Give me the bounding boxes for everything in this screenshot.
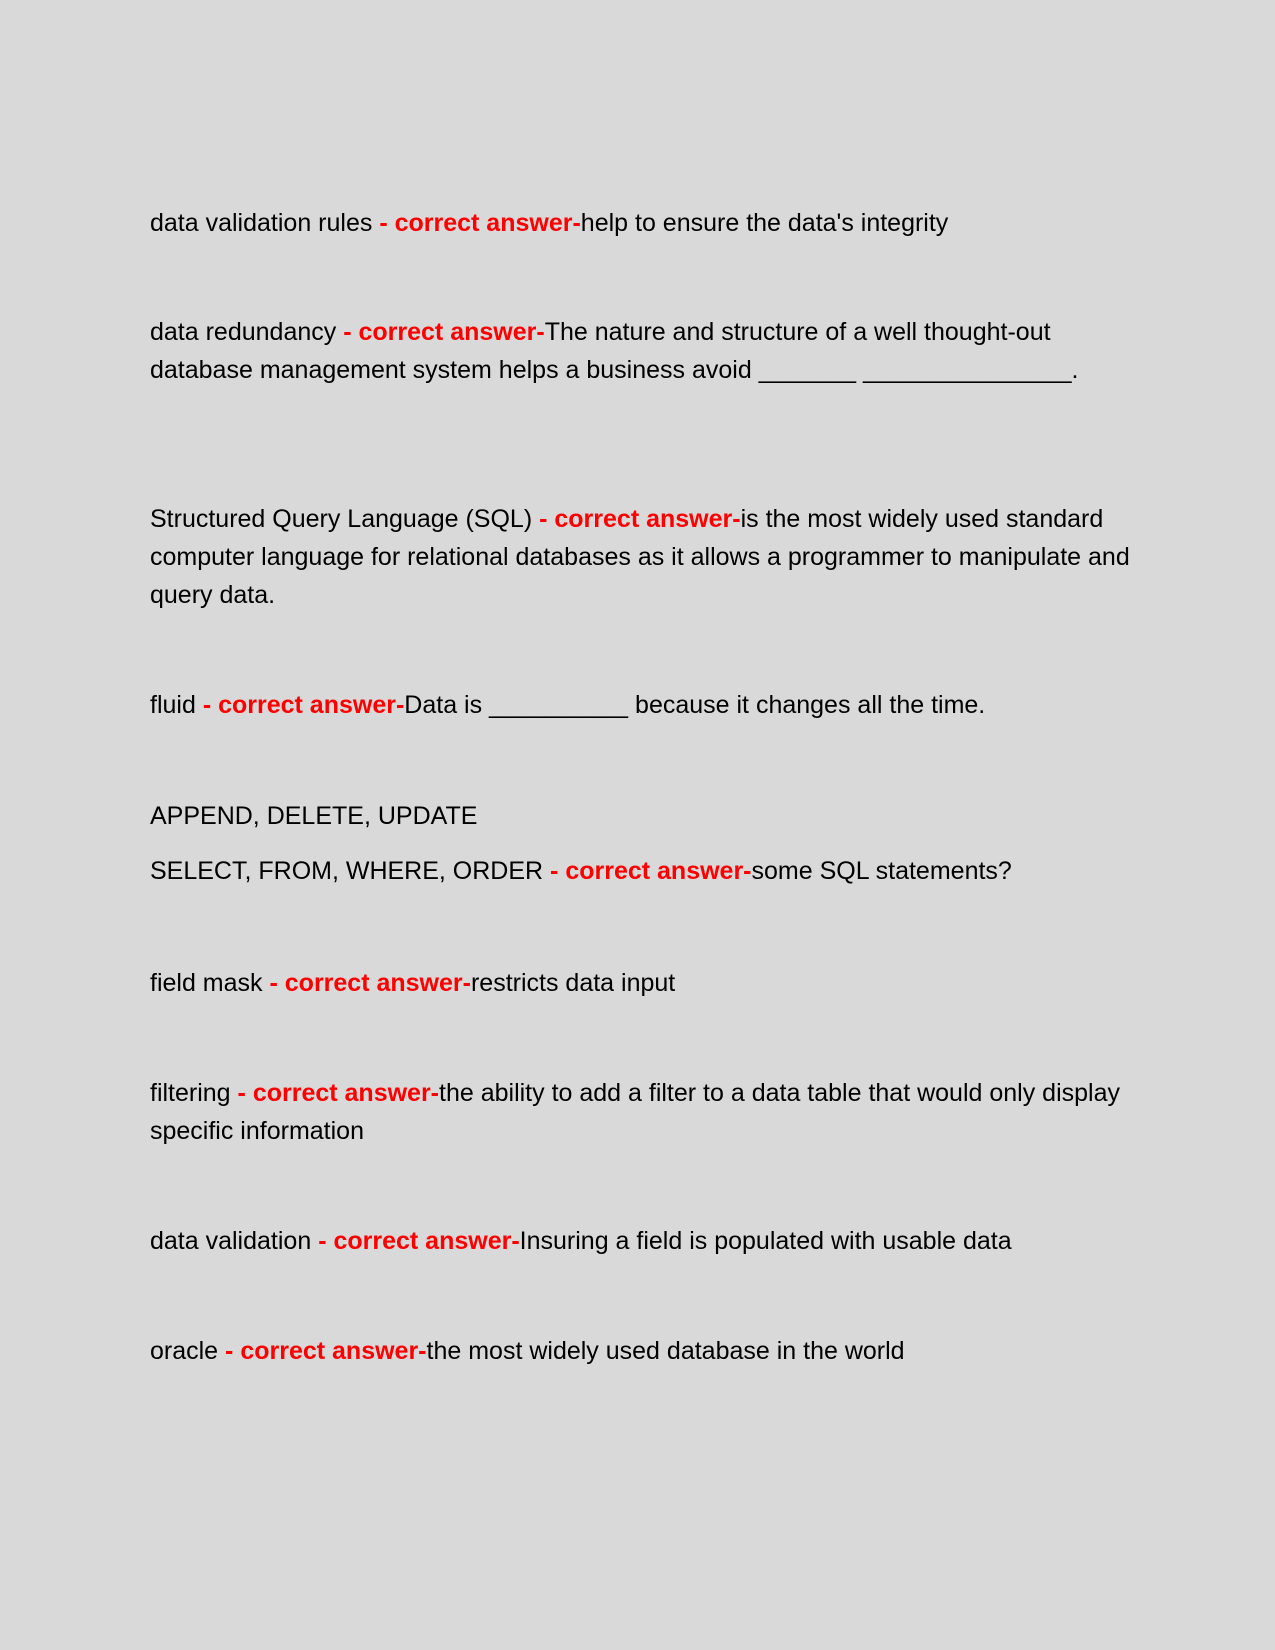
entry-definition: some SQL statements?	[751, 857, 1012, 885]
qa-entry	[150, 1222, 1140, 1260]
qa-entry	[150, 964, 1140, 1002]
correct-answer-separator: - correct answer-	[269, 969, 471, 997]
entry-term: SELECT, FROM, WHERE, ORDER	[150, 857, 544, 885]
qa-entry	[150, 204, 1140, 242]
correct-answer-separator: - correct answer-	[225, 1337, 427, 1365]
entry-definition: is the most widely used standard computer language for relational databases as it allows a programmer to manipulate and query data.	[150, 505, 1130, 609]
entry-definition: Data is __________ because it changes all the time.	[404, 691, 986, 719]
entry-definition: the ability to add a filter to a data table that would only display specific information	[150, 1079, 1120, 1145]
correct-answer-separator: - correct answer-	[237, 1079, 440, 1107]
correct-answer-separator: - correct answer-	[343, 318, 545, 346]
entry-term-first-line: APPEND, DELETE, UPDATE	[150, 802, 478, 830]
entry-term: fluid	[150, 691, 196, 719]
correct-answer-separator: - correct answer-	[318, 1227, 520, 1255]
qa-entry	[150, 1332, 1140, 1370]
correct-answer-separator: - correct answer-	[202, 691, 405, 719]
entry-term: filtering	[150, 1079, 231, 1107]
qa-entry	[150, 1074, 1140, 1150]
qa-entry	[150, 797, 1140, 890]
entry-definition: Insuring a field is populated with usable data	[519, 1227, 1012, 1255]
entry-term: data validation rules	[150, 209, 373, 237]
document-page	[150, 0, 1140, 1650]
entry-definition: the most widely used database in the world	[426, 1337, 905, 1365]
qa-entry	[150, 313, 1140, 389]
entry-term: field mask	[150, 969, 263, 997]
entry-term: oracle	[150, 1337, 219, 1365]
qa-entry	[150, 500, 1140, 614]
correct-answer-separator: - correct answer-	[379, 209, 581, 237]
entry-definition: restricts data input	[470, 969, 676, 997]
correct-answer-separator: - correct answer-	[550, 857, 752, 885]
entry-definition: help to ensure the data's integrity	[580, 209, 949, 237]
qa-entry	[150, 686, 1140, 724]
entry-term: data validation	[150, 1227, 312, 1255]
entry-term: data redundancy	[150, 318, 337, 346]
entry-term: Structured Query Language (SQL)	[150, 505, 533, 533]
correct-answer-separator: - correct answer-	[539, 505, 741, 533]
entry-definition: The nature and structure of a well thought-out database management system helps a business avoid _______ _______________.	[150, 318, 1079, 384]
